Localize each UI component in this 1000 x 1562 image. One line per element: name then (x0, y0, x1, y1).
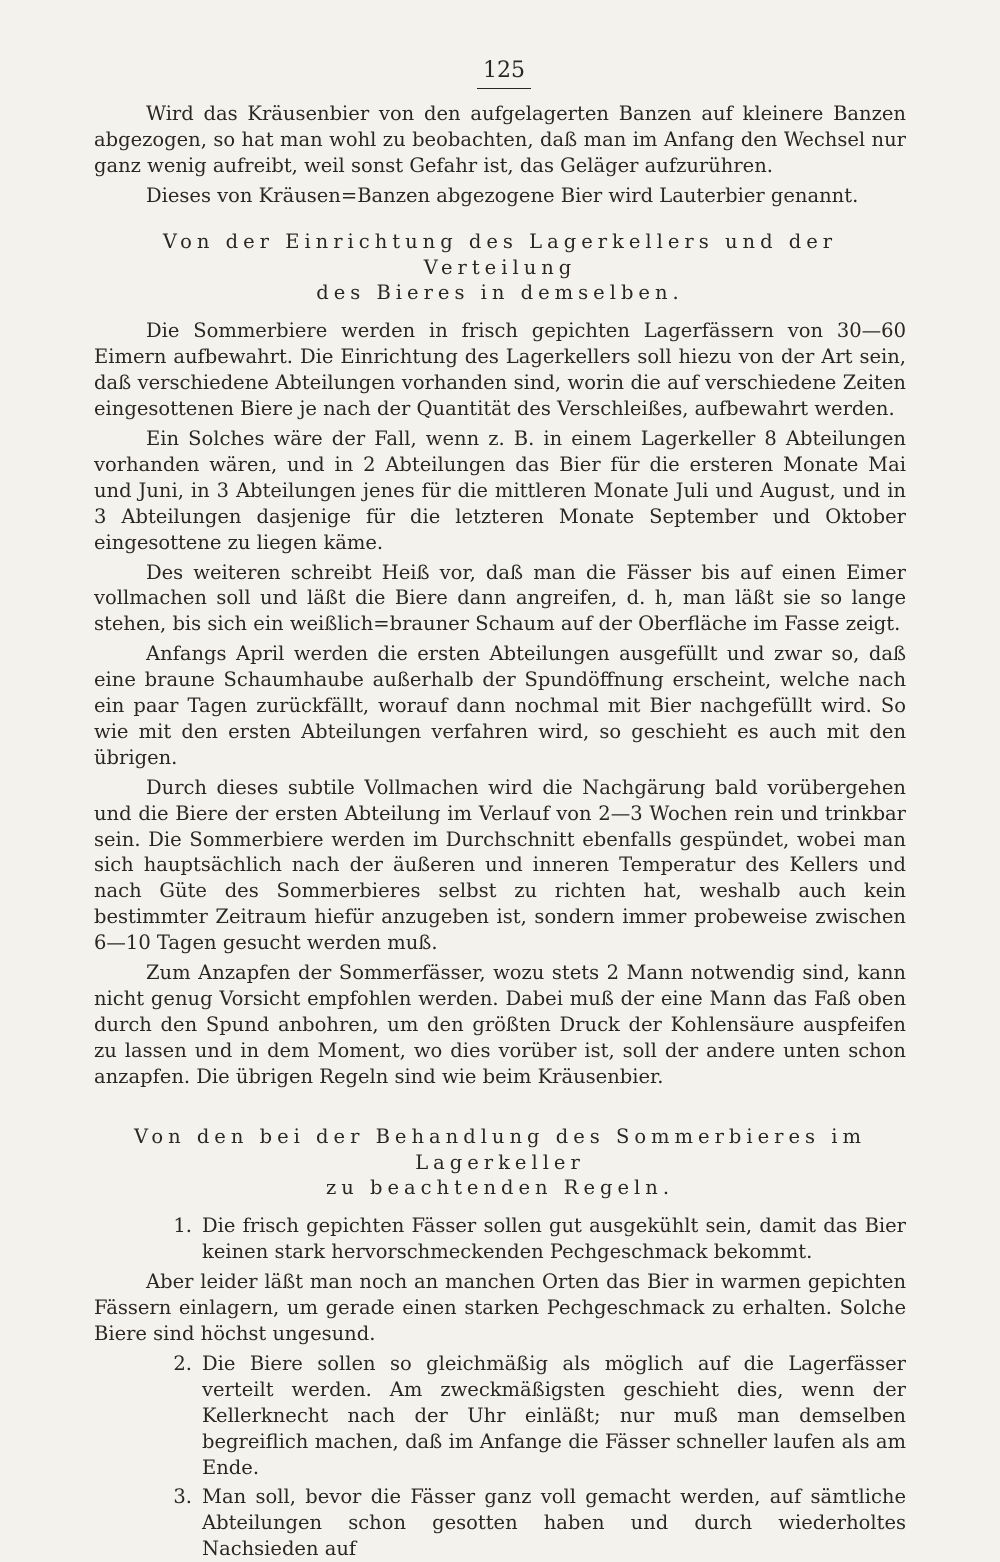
paragraph-sommerbiere: Die Sommerbiere werden in frisch gepichten Lagerfässern von 30—60 Eimern aufbewahrt. Die Einrichtung des Lagerkellers soll hiezu von der Art sein, daß verschiedene Abteilungen vorhanden sind, worin die auf verschiedene Zeiten eingesottenen Biere je nach der Quantität des Verschleißes, aufbewahrt werden. (94, 319, 906, 421)
paragraph-anzapfen: Zum Anzapfen der Sommerfässer, wozu stets 2 Mann notwendig sind, kann nicht genug Vorsicht empfohlen werden. Dabei muß der eine Mann das Faß oben durch den Spund anbohren, um den größten Druck der Kohlensäure auspfeifen zu lassen und in dem Moment, wo dies vorüber ist, soll der andere unten schon anzapfen. Die übrigen Regeln sind wie beim Kräusenbier. (94, 961, 906, 1088)
list-item (94, 1484, 906, 1562)
page-number-rule (477, 88, 531, 89)
page-number: 125 (483, 58, 525, 83)
heading-line: Von den bei der Behandlung des Sommerbieres im Lagerkeller (134, 1124, 866, 1174)
paragraph-lauterbier: Dieses von Kräusen=Banzen abgezogene Bier wird Lauterbier genannt. (146, 183, 859, 207)
list-item-text: Die Biere sollen so gleichmäßig als möglich auf die Lagerfässer verteilt werden. Am zweckmäßigsten geschieht dies, wenn der Kellerknecht nach der Uhr einläßt; nur muß man demselben begreiflich machen, daß im Anfange die Fässer schneller laufen als am Ende. (202, 1351, 906, 1479)
heading-line: des Bieres in demselben. (316, 281, 684, 305)
list-item-number: 2. (173, 1351, 192, 1375)
list-item (94, 1213, 906, 1265)
paragraph-kraeusenbier: Wird das Kräusenbier von den aufgelagerten Banzen auf kleinere Banzen abgezogen, so hat man wohl zu beobachten, daß man im Anfang den Wechsel nur ganz wenig aufreibt, weil sonst Gefahr ist, das Geläger aufzurühren. (94, 102, 906, 177)
paragraph-april: Anfangs April werden die ersten Abteilungen ausgefüllt und zwar so, daß eine braune Schaumhaube außerhalb der Spundöffnung erscheint, welche nach ein paar Tagen zurückfällt, worauf dann nochmal mit Bier nachgefüllt wird. So wie mit den ersten Abteilungen verfahren wird, so geschieht es auch mit den übrigen. (94, 642, 906, 769)
paragraph-abteilungen: Ein Solches wäre der Fall, wenn z. B. in einem Lagerkeller 8 Abteilungen vorhanden wären, und in 2 Abteilungen das Bier für die ersteren Monate Mai und Juni, in 3 Abteilungen jenes für die mittleren Monate Juli und August, und in 3 Abteilungen dasjenige für die letzteren Monate September und Oktober eingesottene zu liegen käme. (94, 426, 906, 554)
list-item (94, 1351, 906, 1481)
section-heading-regeln (94, 1124, 906, 1202)
list-item-text: Man soll, bevor die Fässer ganz voll gemacht werden, auf sämtliche Abteilungen schon gesotten haben und durch wiederholtes Nachsieden auf (202, 1485, 906, 1561)
paragraph-nachgaerung: Durch dieses subtile Vollmachen wird die Nachgärung bald vorübergehen und die Biere der ersten Abteilung im Verlauf von 2—3 Wochen rein und trinkbar sein. Die Sommerbiere werden im Durchschnitt ebenfalls gespündet, wobei man sich hauptsächlich nach der äußeren und inneren Temperatur des Kellers und nach Güte des Sommerbieres selbst zu richten hat, weshalb auch kein bestimmter Zeitraum hiefür anzugeben ist, sondern immer probeweise zwischen 6—10 Tagen gesucht werden muß. (94, 775, 906, 955)
heading-line: Von der Einrichtung des Lagerkellers und der Verteilung (162, 229, 838, 279)
section-heading-lagerkeller (94, 229, 906, 307)
paragraph-pechgeschmack: Aber leider läßt man noch an manchen Orten das Bier in warmen gepichten Fässern einlagern, um gerade einen starken Pechgeschmack zu erhalten. Solche Biere sind höchst ungesund. (94, 1270, 906, 1345)
list-item-number: 1. (173, 1214, 192, 1238)
heading-line: zu beachtenden Regeln. (325, 1176, 675, 1200)
list-item-text: Die frisch gepichten Fässer sollen gut ausgekühlt sein, damit das Bier keinen stark hervorschmeckenden Pechgeschmack bekommt. (202, 1214, 906, 1264)
section-spacer (94, 1094, 906, 1104)
list-item-number: 3. (173, 1485, 192, 1509)
paragraph-heiss: Des weiteren schreibt Heiß vor, daß man die Fässer bis auf einen Eimer vollmachen soll und läßt die Biere dann angreifen, d. h, man läßt sie so lange stehen, bis sich ein weißlich=brauner Schaum auf der Oberfläche im Fasse zeigt. (94, 560, 906, 636)
